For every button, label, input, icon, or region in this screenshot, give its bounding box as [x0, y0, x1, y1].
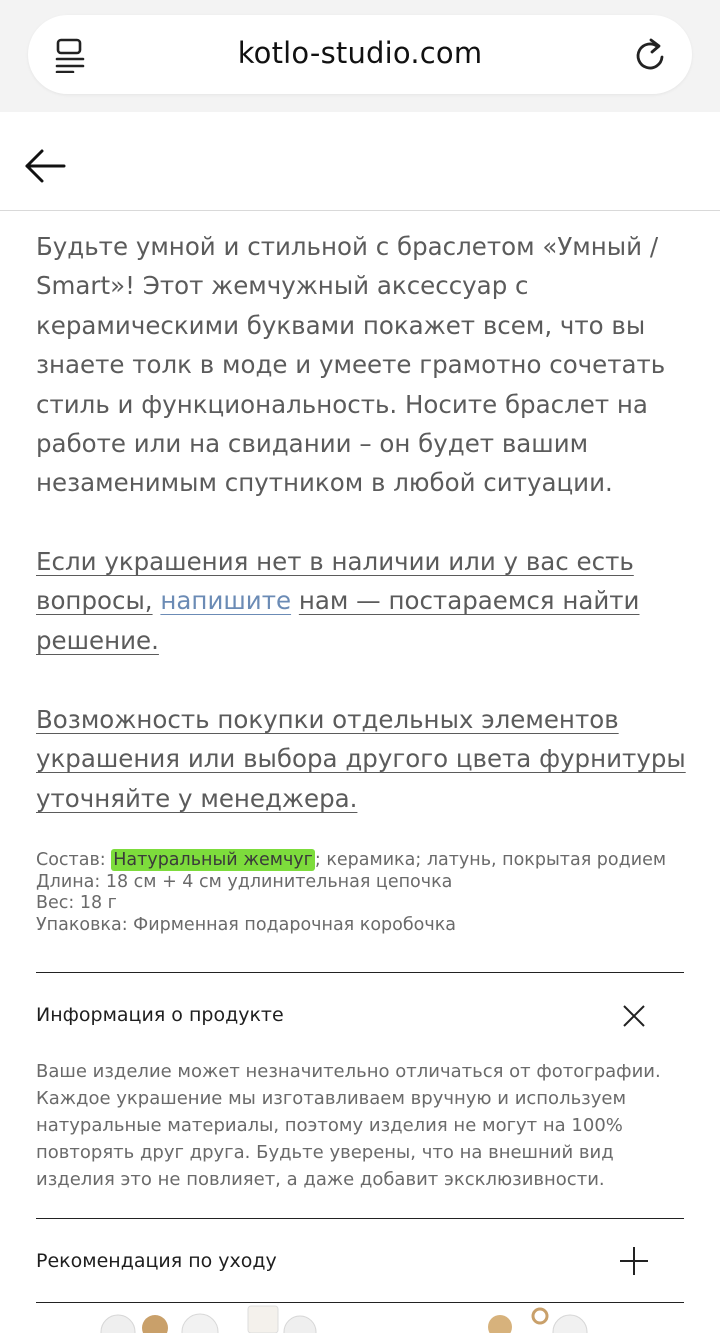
availability-text-pre: Если украшения нет в наличии или у вас есть вопросы,: [36, 547, 634, 616]
url-text[interactable]: kotlo-studio.com: [237, 36, 483, 70]
composition-rest: ; керамика; латунь, покрытая родием: [314, 850, 667, 870]
plus-icon[interactable]: [618, 1245, 650, 1277]
product-description: Будьте умной и стильной с браслетом «Умный / Smart»! Этот жемчужный аксессуар с керамическими буквами покажет всем, что вы знаете толк в моде и умеете грамотно сочетать стиль и функциональность. Носите браслет на работе или на свидании – он будет вашим незаменимым спутником в любой ситуации.: [36, 232, 666, 498]
accordion-product-info-body: Ваше изделие может незначительно отличаться от фотографии. Каждое украшение мы изготавливаем вручную и используем натуральные материалы, поэтому изделия не могут на 100% повторять друг друга. Будьте уверены, что на внешний вид изделия это не повлияет, а даже добавит эксклюзивности.: [36, 1061, 661, 1190]
product-specs: [36, 850, 696, 936]
accordion-product-info-title[interactable]: Информация о продукте: [36, 1004, 284, 1026]
divider: [36, 1218, 684, 1219]
reload-icon[interactable]: [632, 35, 668, 73]
spec-length: Длина: 18 см + 4 см удлинительная цепочка: [36, 871, 453, 892]
composition-highlight: Натуральный жемчуг: [113, 850, 313, 870]
availability-note: [36, 542, 686, 660]
custom-order-note: Возможность покупки отдельных элементов украшения или выбора другого цвета фурнитуры уточняйте у менеджера.: [36, 705, 686, 813]
spec-weight: Вес: 18 г: [36, 893, 117, 913]
address-bar[interactable]: [28, 15, 692, 94]
availability-text-post: нам — постараемся найти решение.: [36, 586, 640, 655]
accordion-care-title[interactable]: Рекомендация по уходу: [36, 1250, 277, 1272]
spec-composition: [36, 850, 696, 872]
close-icon[interactable]: [618, 1000, 650, 1032]
back-arrow-icon[interactable]: [24, 148, 66, 184]
write-us-link[interactable]: напишите: [160, 586, 292, 616]
page-header: [0, 112, 720, 211]
divider: [36, 972, 684, 973]
spec-packaging: Упаковка: Фирменная подарочная коробочка: [36, 914, 456, 935]
product-images-strip[interactable]: [0, 1302, 720, 1333]
composition-label: Состав:: [36, 850, 106, 870]
browser-toolbar: [0, 0, 720, 112]
